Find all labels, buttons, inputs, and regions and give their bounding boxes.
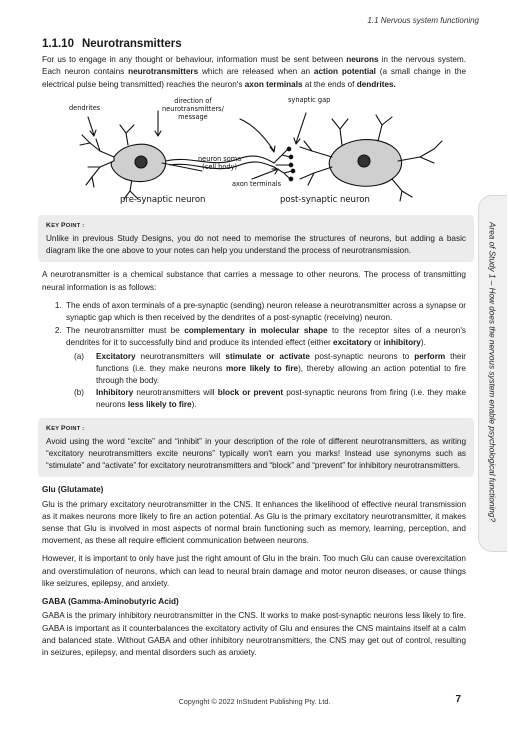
- bold-term: complementary in molecular shape: [184, 326, 328, 336]
- key-point-text: Avoid using the word “excite” and “inhibit” in your description of the role of different neurotransmitters, as writing “excitatory neurotransmitters excite neurons” typically won't earn you marks! Instead use synonyms such as “stimulate” and “activate” for excitatory neurotransmitters and “block” and “prevent” for inhibitory neurotransmitters.: [46, 436, 466, 471]
- process-intro: A neurotransmitter is a chemical substance that carries a message to other neurons. The process of transmitting neural information is as follows:: [42, 270, 466, 292]
- bold-term: neurons: [346, 55, 379, 65]
- bold-term: dendrites.: [356, 79, 396, 89]
- gaba-heading: GABA (Gamma-Aminobutyric Acid): [42, 597, 179, 607]
- bold-term: axon terminals: [244, 79, 303, 89]
- bold-term: more likely to fire: [226, 363, 299, 373]
- bold-term: Excitatory: [96, 351, 136, 361]
- sub-step-item: (b) Inhibitory neurotransmitters will block or prevent post-synaptic neurons from firing (i.e. they make neurons less likely to fire).: [74, 388, 467, 410]
- label-axon-terminals: axon terminals: [232, 179, 282, 188]
- section-number: 1.1.10: [42, 38, 74, 50]
- running-head: 1.1 Nervous system functioning: [367, 16, 479, 25]
- text-run: post-synaptic neurons from firing (i.e. they make neurons: [96, 388, 467, 410]
- bold-term: inhibitory: [383, 338, 421, 348]
- key-point-title: KEY POINT :: [46, 424, 85, 432]
- gaba-paragraph: GABA is the primary inhibitory neurotransmitter in the CNS. It works to make post-synaptic neurons less likely to fire. GABA is important as it counterbalances the excitatory activity of Glu and ensures the CNS maintains itself at a calm and balanced state. Without GABA and other inhibitory neurotransmitters, the CNS may get out of control, resulting in seizures, epilepsy, and mental disorders such as anxiety.: [42, 611, 466, 657]
- neuron-diagram: [42, 95, 466, 211]
- section-heading: [42, 38, 466, 50]
- text-run: neurotransmitters will: [133, 388, 218, 398]
- page-number: 7: [455, 694, 461, 705]
- text-run: to the receptor sites of a neuron's dendrites for it to successfully bind and produce its intended effect (either: [66, 326, 466, 348]
- text-run: or: [371, 338, 384, 348]
- label-synaptic-gap: synaptic gap: [288, 95, 331, 104]
- label-dendrites: dendrites: [69, 103, 101, 112]
- bold-term: perform: [414, 351, 446, 361]
- text-run: (a small change in the electrical pulse being transmitted) reaches the neuron's: [42, 67, 467, 89]
- glu-paragraph: Glu is the primary excitatory neurotransmitter in the CNS. It enhances the likelihood of effective neural transmission as it makes neurons more likely to fire an action potential. As Glu is the primary excitatory neurotransmitter, it makes sense that Glu is involved in most aspects of normal brain functioning such as memory, learning, perception, and movement, as these all require efficient communication between neurons.: [42, 499, 466, 546]
- text-run: post-synaptic neurons to: [309, 351, 415, 361]
- bold-term: excitatory: [333, 338, 372, 348]
- sub-step-item: (a) Excitatory neurotransmitters will stimulate or activate post-synaptic neurons to perform their functions (i.e. they make neurons more likely to fire), thereby allowing an action potential to fire through the body.: [74, 351, 466, 386]
- key-point-box: [38, 215, 474, 263]
- key-point-box: [38, 418, 474, 478]
- side-tab-text: Area of Study 1 – How does the nervous system enable psychological functioning?: [487, 222, 497, 522]
- process-steps: [42, 300, 466, 412]
- bold-term: Inhibitory: [96, 388, 134, 398]
- label-direction: direction of neurotransmitters/ message: [162, 96, 224, 121]
- bold-term: stimulate or activate: [225, 351, 310, 361]
- text-run: ).: [191, 400, 197, 410]
- bold-term: action potential: [313, 67, 376, 77]
- text-run: For us to engage in any thought or behaviour, information must be sent between: [42, 55, 347, 65]
- key-point-text: Unlike in previous Study Designs, you do not need to memorise the structures of neurons, but adding a basic diagram like the one above to your notes can help you understand the process of neurotransmission.: [46, 234, 466, 256]
- glu-paragraph: However, it is important to only have just the right amount of Glu in the brain. Too much Glu can cause overexcitation and overstimulation of neurons, which can lead to neural brain damage and motor neuron diseases, or cause things like seizures, epilepsy, and anxiety.: [42, 554, 466, 588]
- label-pre-synaptic: pre-synaptic neuron: [120, 194, 206, 205]
- sub-steps: [66, 351, 466, 412]
- label-post-synaptic: post-synaptic neuron: [280, 194, 370, 205]
- text-run: at the ends of: [302, 79, 357, 89]
- footer-copyright: Copyright © 2022 InStudent Publishing Pty. Ltd.: [178, 697, 331, 706]
- step-item: [64, 325, 466, 411]
- text-run: ).: [420, 338, 426, 348]
- text-run: neurotransmitters will: [135, 351, 226, 361]
- label-soma: neuron soma (cell body): [198, 154, 242, 171]
- bold-term: neurotransmitters: [128, 67, 199, 77]
- text-run: in the nervous system. Each neuron contains: [42, 55, 466, 77]
- text-run: their functions (i.e. they make neurons: [96, 351, 466, 373]
- text-run: which are released when an: [198, 67, 314, 77]
- main-content: [42, 38, 466, 665]
- text-run: The neurotransmitter must be: [66, 326, 185, 336]
- neuron-drawing: [42, 95, 466, 211]
- intro-paragraph: [42, 54, 466, 91]
- key-point-title: KEY POINT :: [46, 221, 85, 229]
- bold-term: block or prevent: [217, 388, 284, 398]
- text-run: The ends of axon terminals of a pre-synaptic (sending) neuron release a neurotransmitter across a synapse or synaptic gap which is then received by the dendrites of a post-synaptic (receiving) neuron.: [66, 300, 466, 323]
- text-run: ), thereby allowing an action potential to fire through the body.: [96, 363, 466, 386]
- bold-term: less likely to fire: [127, 400, 192, 410]
- glu-heading: Glu (Glutamate): [42, 485, 104, 495]
- step-item: [64, 300, 466, 324]
- section-title: Neurotransmitters: [81, 38, 182, 50]
